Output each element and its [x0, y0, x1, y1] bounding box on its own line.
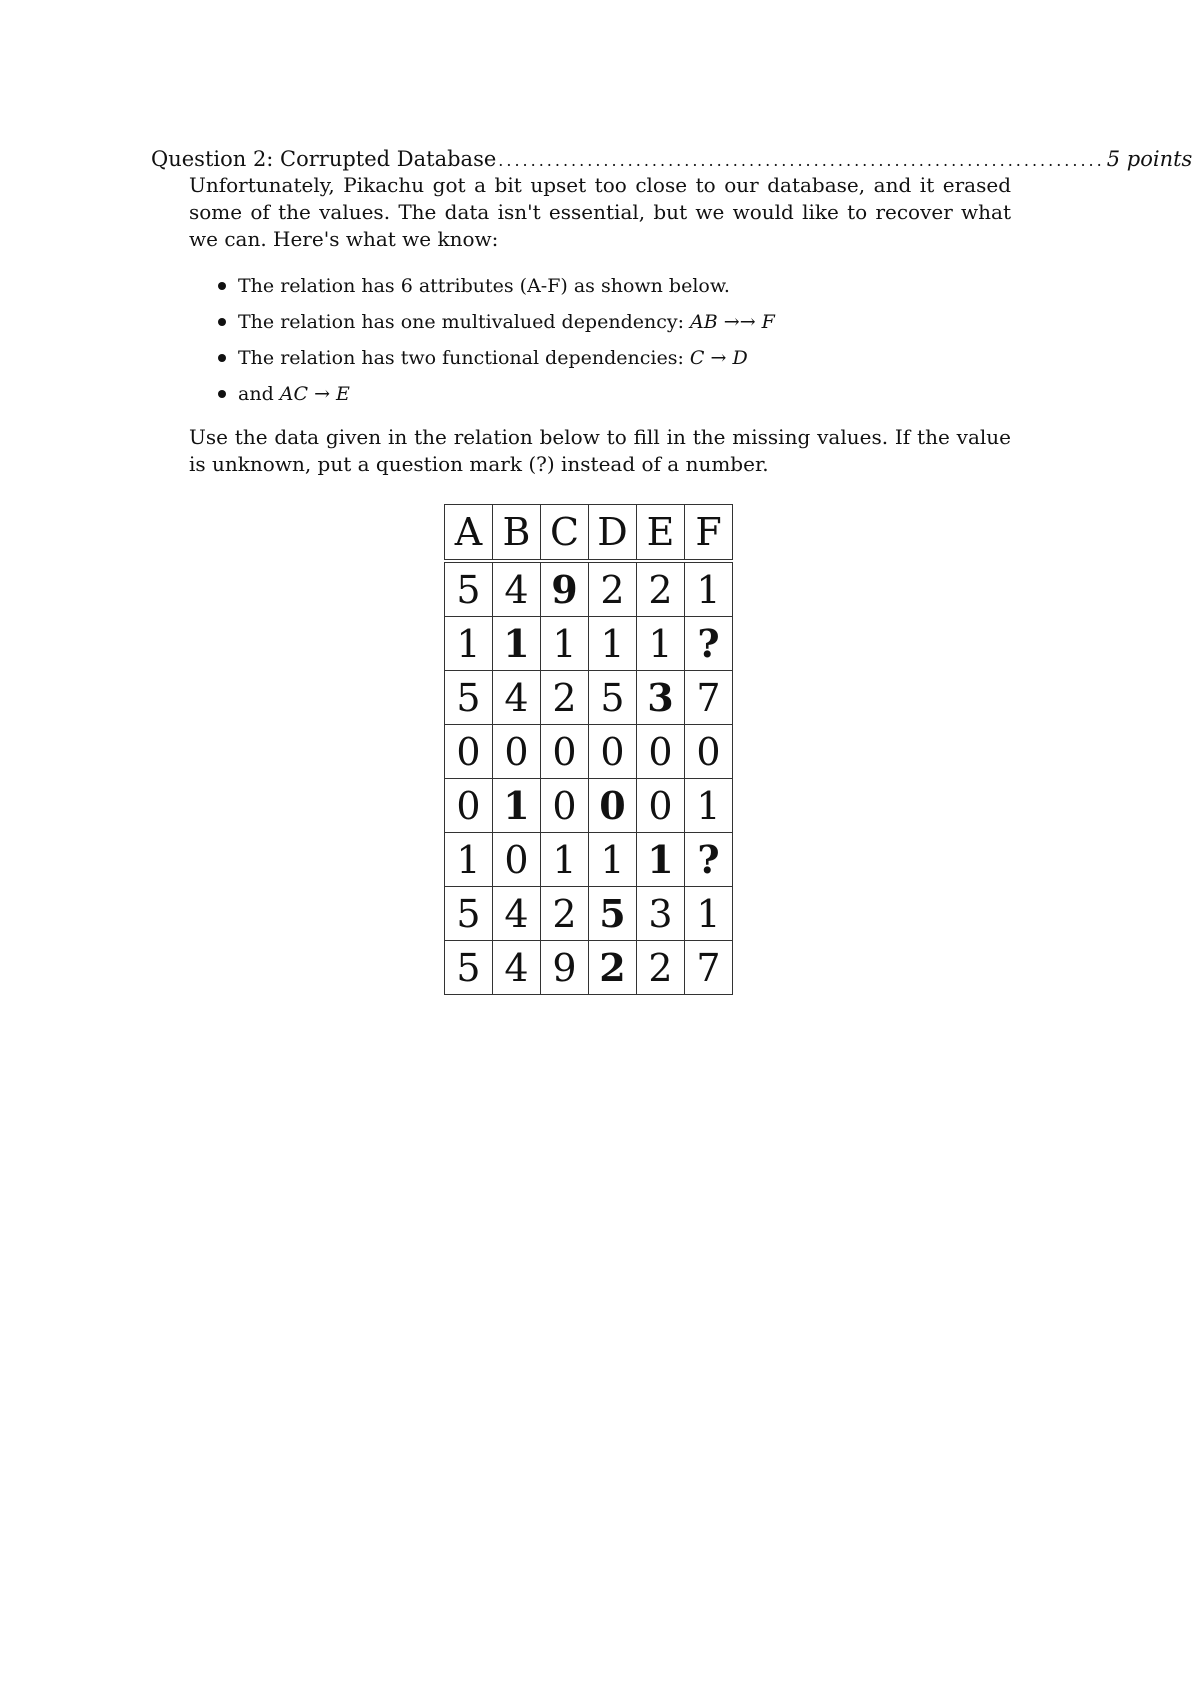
cell-e: 1 [637, 617, 685, 671]
question-title: Question 2: Corrupted Database [151, 147, 497, 171]
fact-text: The relation has two functional dependencies: [238, 347, 690, 369]
cell-b: 4 [493, 561, 541, 617]
cell-f: ? [685, 833, 733, 887]
table-row [445, 725, 733, 779]
fact-item [214, 309, 994, 345]
column-header-a: A [445, 505, 493, 562]
column-header-c: C [541, 505, 589, 562]
bullet-icon [218, 390, 226, 398]
cell-f: ? [685, 617, 733, 671]
cell-e: 0 [637, 779, 685, 833]
cell-c: 0 [541, 725, 589, 779]
cell-d: 2 [589, 941, 637, 995]
intro-paragraph: Unfortunately, Pikachu got a bit upset too close to our database, and it erased some of the values. The data isn't essential, but we would like to recover what we can. Here's what we know: [189, 173, 1011, 251]
cell-d: 1 [589, 617, 637, 671]
fact-math: AC → E [279, 383, 350, 405]
cell-a: 0 [445, 725, 493, 779]
table-row [445, 833, 733, 887]
cell-b: 0 [493, 725, 541, 779]
question-points: 5 points [1106, 147, 1193, 171]
fact-math: AB →→ F [690, 311, 775, 333]
instruction-paragraph: Use the data given in the relation below to fill in the missing values. If the value is unknown, put a question mark (?) instead of a number. [189, 425, 1011, 476]
fact-item [214, 381, 994, 417]
cell-a: 5 [445, 941, 493, 995]
question-header [151, 146, 1193, 174]
cell-c: 0 [541, 779, 589, 833]
cell-a: 1 [445, 617, 493, 671]
cell-b: 4 [493, 941, 541, 995]
column-header-d: D [589, 505, 637, 562]
header-row [445, 505, 733, 562]
cell-e: 2 [637, 941, 685, 995]
cell-c: 2 [541, 671, 589, 725]
cell-f: 1 [685, 779, 733, 833]
table-row [445, 617, 733, 671]
cell-b: 4 [493, 887, 541, 941]
cell-f: 7 [685, 941, 733, 995]
fact-text: and [238, 383, 280, 405]
cell-c: 2 [541, 887, 589, 941]
cell-c: 9 [541, 941, 589, 995]
cell-d: 2 [589, 561, 637, 617]
fact-text: The relation has 6 attributes (A-F) as shown below. [238, 275, 730, 297]
facts-list [214, 273, 994, 417]
cell-f: 1 [685, 561, 733, 617]
table-row [445, 941, 733, 995]
leader-dots: ........................................................................... [498, 151, 1105, 170]
relation-body [445, 561, 733, 995]
cell-c: 1 [541, 833, 589, 887]
cell-f: 7 [685, 671, 733, 725]
cell-f: 1 [685, 887, 733, 941]
cell-e: 3 [637, 887, 685, 941]
cell-e: 2 [637, 561, 685, 617]
cell-d: 0 [589, 779, 637, 833]
cell-a: 5 [445, 887, 493, 941]
table-row [445, 887, 733, 941]
cell-d: 5 [589, 887, 637, 941]
column-header-e: E [637, 505, 685, 562]
table-row [445, 561, 733, 617]
fact-math: C → D [689, 347, 748, 369]
column-header-b: B [493, 505, 541, 562]
cell-b: 4 [493, 671, 541, 725]
cell-e: 1 [637, 833, 685, 887]
cell-b: 0 [493, 833, 541, 887]
relation-table [444, 504, 733, 995]
cell-d: 0 [589, 725, 637, 779]
cell-a: 5 [445, 671, 493, 725]
bullet-icon [218, 354, 226, 362]
cell-a: 5 [445, 561, 493, 617]
table-row [445, 671, 733, 725]
fact-item [214, 273, 994, 309]
cell-c: 9 [541, 561, 589, 617]
cell-a: 1 [445, 833, 493, 887]
cell-b: 1 [493, 617, 541, 671]
cell-e: 3 [637, 671, 685, 725]
column-header-f: F [685, 505, 733, 562]
cell-a: 0 [445, 779, 493, 833]
bullet-icon [218, 318, 226, 326]
bullet-icon [218, 282, 226, 290]
cell-d: 1 [589, 833, 637, 887]
cell-d: 5 [589, 671, 637, 725]
cell-e: 0 [637, 725, 685, 779]
fact-item [214, 345, 994, 381]
table-row [445, 779, 733, 833]
cell-f: 0 [685, 725, 733, 779]
cell-b: 1 [493, 779, 541, 833]
cell-c: 1 [541, 617, 589, 671]
fact-text: The relation has one multivalued dependency: [238, 311, 691, 333]
